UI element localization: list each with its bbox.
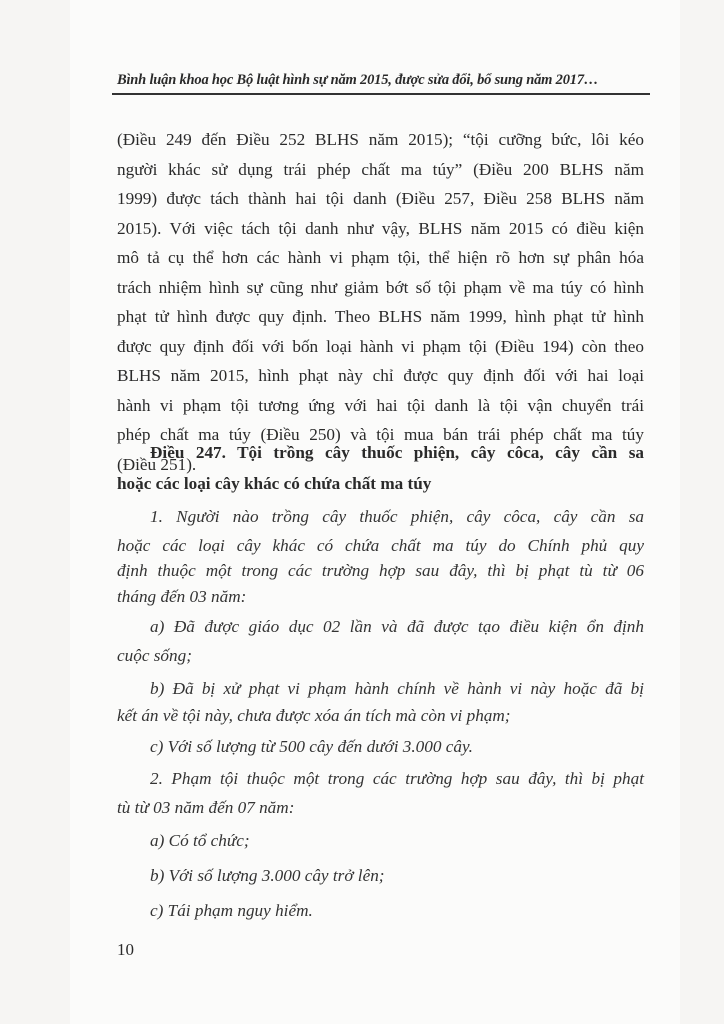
- text-line: người khác sử dụng trái phép chất ma túy” (Điều 200 BLHS năm: [117, 159, 644, 179]
- text-line: phép chất ma túy (Điều 250) và tội mua bán trái phép chất ma túy: [117, 425, 644, 444]
- text-line: định thuộc một trong các trường hợp sau đây, thì bị phạt tù từ 06: [117, 561, 644, 580]
- text-line: mô tả cụ thể hơn các hành vi phạm tội, thể hiện rõ hơn sự phân hóa: [117, 248, 644, 267]
- text-line: b) Với số lượng 3.000 cây trở lên;: [150, 866, 385, 885]
- text-line: c) Tái phạm nguy hiểm.: [150, 901, 313, 920]
- text-line: tháng đến 03 năm:: [117, 587, 247, 606]
- text-line: cuộc sống;: [117, 646, 192, 665]
- text-line: a) Có tổ chức;: [150, 831, 250, 850]
- heading-line: Điều 247. Tội trồng cây thuốc phiện, cây côca, cây cần sa: [150, 443, 644, 462]
- text-line: được quy định đối với bốn loại hành vi phạm tội (Điều 194) còn theo: [117, 336, 644, 356]
- text-line: trách nhiệm hình sự cũng như giảm bớt số tội phạm về ma túy có hình: [117, 277, 644, 297]
- header-rule: [112, 93, 650, 95]
- text-line: b) Đã bị xử phạt vi phạm hành chính về hành vi này hoặc đã bị: [150, 679, 644, 698]
- text-line: tù từ 03 năm đến 07 năm:: [117, 798, 295, 817]
- text-line: hành vi phạm tội tương ứng với hai tội danh là tội vận chuyển trái: [117, 395, 644, 415]
- text-line: 2015). Với việc tách tội danh như vậy, BLHS năm 2015 có điều kiện: [117, 218, 644, 238]
- heading-line: hoặc các loại cây khác có chứa chất ma túy: [117, 474, 432, 493]
- page-number: 10: [117, 940, 134, 959]
- text-line: 2. Phạm tội thuộc một trong các trường hợp sau đây, thì bị phạt: [150, 769, 644, 788]
- running-header: Bình luận khoa học Bộ luật hình sự năm 2015, được sửa đổi, bổ sung năm 2017…: [117, 72, 599, 88]
- text-line: a) Đã được giáo dục 02 lần và đã được tạo điều kiện ổn định: [150, 617, 644, 636]
- text-line: kết án về tội này, chưa được xóa án tích mà còn vi phạm;: [117, 706, 511, 725]
- text-line: BLHS năm 2015, hình phạt này chỉ được quy định đối với hai loại: [117, 366, 644, 385]
- text-line: 1. Người nào trồng cây thuốc phiện, cây côca, cây cần sa: [150, 507, 644, 526]
- text-line: (Điều 251).: [117, 454, 197, 474]
- text-line: phạt tử hình được quy định. Theo BLHS năm 1999, hình phạt tử hình: [117, 307, 644, 326]
- text-line: 1999) được tách thành hai tội danh (Điều 257, Điều 258 BLHS năm: [117, 189, 644, 208]
- text-line: hoặc các loại cây khác có chứa chất ma túy do Chính phủ quy: [117, 536, 644, 555]
- text-line: c) Với số lượng từ 500 cây đến dưới 3.000 cây.: [150, 737, 473, 756]
- text-line: (Điều 249 đến Điều 252 BLHS năm 2015); “tội cưỡng bức, lôi kéo: [117, 130, 644, 149]
